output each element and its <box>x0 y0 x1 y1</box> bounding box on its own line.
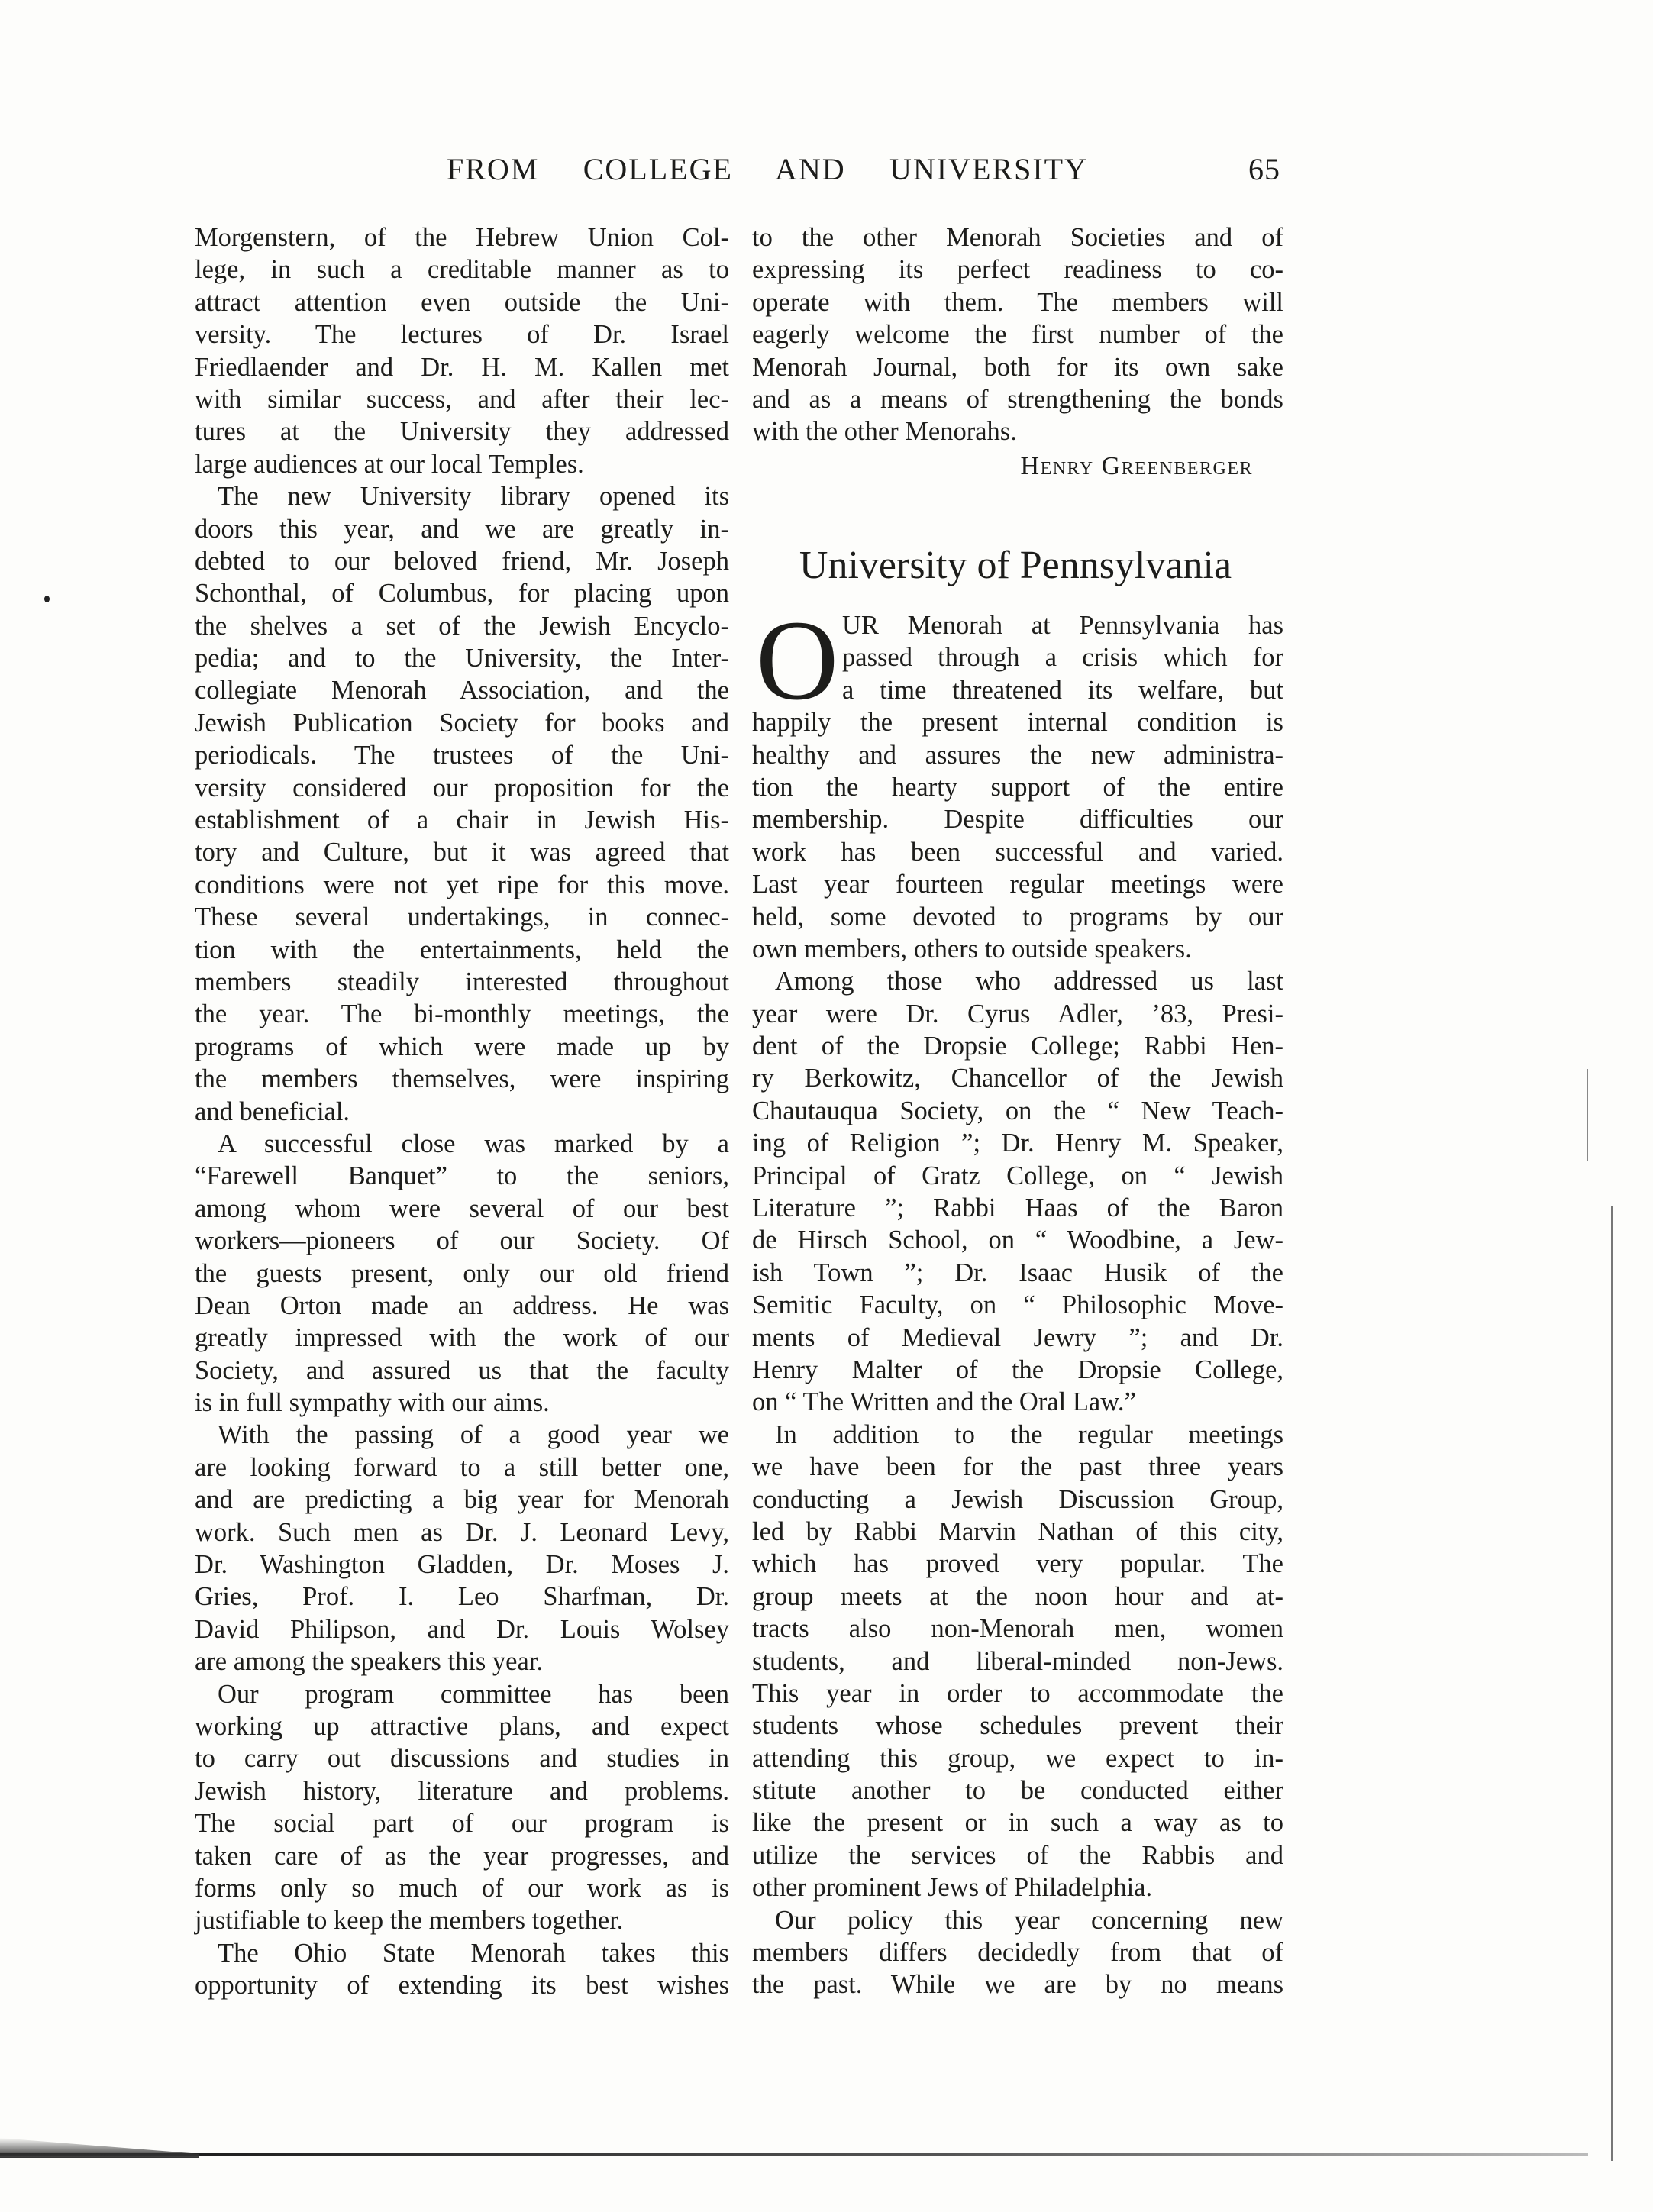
text-line: Menorah Journal, both for its own sake <box>752 352 1283 382</box>
section-heading: University of Pennsylvania <box>799 544 1232 587</box>
text-line: happily the present internal condition is <box>752 708 1283 738</box>
scan-margin-mark <box>1587 1069 1588 1161</box>
text-line: greatly impressed with the work of our <box>195 1323 729 1353</box>
text-line: group meets at the noon hour and at- <box>752 1581 1283 1611</box>
text-line: tracts also non-Menorah men, women <box>752 1614 1283 1644</box>
text-line: working up attractive plans, and expect <box>195 1711 729 1741</box>
text-line: and are predicting a big year for Menorah <box>195 1485 729 1515</box>
text-line: members steadily interested throughout <box>195 967 729 996</box>
text-line: taken care of as the year progresses, and <box>195 1841 729 1871</box>
text-line: the members themselves, were inspiring <box>195 1064 729 1094</box>
text-line: conducting a Jewish Discussion Group, <box>752 1484 1283 1514</box>
text-line: like the present or in such a way as to <box>752 1808 1283 1838</box>
text-line: utilize the services of the Rabbis and <box>752 1840 1283 1870</box>
text-line: led by Rabbi Marvin Nathan of this city, <box>752 1516 1283 1546</box>
scan-speck <box>44 596 50 602</box>
text-line: work. Such men as Dr. J. Leonard Levy, <box>195 1517 729 1547</box>
text-line: tion the hearty support of the entire <box>752 772 1283 802</box>
text-line: held, some devoted to programs by our <box>752 902 1283 932</box>
scan-margin-mark <box>1611 1206 1613 2161</box>
text-line: work has been successful and varied. <box>752 837 1283 867</box>
text-line: Jewish history, literature and problems. <box>195 1776 729 1806</box>
text-line: Gries, Prof. I. Leo Sharfman, Dr. <box>195 1582 729 1612</box>
text-line: periodicals. The trustees of the Uni- <box>195 741 729 770</box>
text-line: Our policy this year concerning new <box>775 1905 1283 1935</box>
text-line: Among those who addressed us last <box>775 967 1283 996</box>
text-line: pedia; and to the University, the Inter- <box>195 644 729 673</box>
text-line: conditions were not yet ripe for this move. <box>195 870 729 899</box>
text-line: ing of Religion ”; Dr. Henry M. Speaker, <box>752 1129 1283 1158</box>
text-line: “Farewell Banquet” to the seniors, <box>195 1161 729 1191</box>
text-line: The social part of our program is <box>195 1809 729 1839</box>
running-title: FROM COLLEGE AND UNIVERSITY <box>447 152 1088 186</box>
text-line: ry Berkowitz, Chancellor of the Jewish <box>752 1064 1283 1093</box>
text-line: Our program committee has been <box>218 1679 729 1709</box>
text-line: are among the speakers this year. <box>195 1647 543 1677</box>
text-line: opportunity of extending its best wishes <box>195 1971 729 2000</box>
text-line: The Ohio State Menorah takes this <box>218 1938 729 1968</box>
text-line: Chautauqua Society, on the “ New Teach- <box>752 1096 1283 1125</box>
text-line: ments of Medieval Jewry ”; and Dr. <box>752 1322 1283 1352</box>
text-line: programs of which were made up by <box>195 1032 729 1061</box>
left-column <box>195 221 729 2001</box>
scan-edge-line <box>0 2153 1588 2156</box>
text-line: among whom were several of our best <box>195 1193 729 1223</box>
text-line: Morgenstern, of the Hebrew Union Col- <box>195 223 729 252</box>
author-signature: Henry Greenberger <box>1020 452 1253 480</box>
text-line: we have been for the past three years <box>752 1452 1283 1482</box>
text-line: is in full sympathy with our aims. <box>195 1388 550 1418</box>
text-line: UR Menorah at Pennsylvania has <box>842 611 1283 640</box>
text-line: to carry out discussions and studies in <box>195 1744 729 1774</box>
text-line: A successful close was marked by a <box>218 1129 729 1158</box>
text-line: Semitic Faculty, on “ Philosophic Move- <box>752 1290 1283 1320</box>
text-line: own members, others to outside speakers. <box>752 934 1192 964</box>
right-column-continued-text <box>752 221 1283 448</box>
text-line: expressing its perfect readiness to co- <box>752 255 1283 285</box>
text-line: with the other Menorahs. <box>752 417 1017 447</box>
text-line: Literature ”; Rabbi Haas of the Baron <box>752 1193 1283 1223</box>
text-line: membership. Despite difficulties our <box>752 805 1283 835</box>
text-line: tion with the entertainments, held the <box>195 935 729 964</box>
text-line: Schonthal, of Columbus, for placing upon <box>195 579 729 609</box>
text-line: In addition to the regular meetings <box>775 1419 1283 1449</box>
text-line: Dean Orton made an address. He was <box>195 1290 729 1320</box>
text-line: tory and Culture, but it was agreed that <box>195 838 729 867</box>
text-line: which has proved very popular. The <box>752 1549 1283 1579</box>
text-line: Jewish Publication Society for books and <box>195 708 729 738</box>
text-line: doors this year, and we are greatly in- <box>195 514 729 544</box>
text-line: dent of the Dropsie College; Rabbi Hen- <box>752 1032 1283 1061</box>
text-line: David Philipson, and Dr. Louis Wolsey <box>195 1614 729 1644</box>
text-line: students whose schedules prevent their <box>752 1711 1283 1741</box>
text-line: Friedlaender and Dr. H. M. Kallen met <box>195 352 729 382</box>
text-line: collegiate Menorah Association, and the <box>195 676 729 706</box>
text-line: and beneficial. <box>195 1096 350 1126</box>
text-line: the guests present, only our old friend <box>195 1258 729 1288</box>
text-line: with similar success, and after their lec- <box>195 384 729 414</box>
text-line: ish Town ”; Dr. Isaac Husik of the <box>752 1258 1283 1287</box>
text-line: are looking forward to a still better one, <box>195 1452 729 1482</box>
text-line: stitute another to be conducted either <box>752 1776 1283 1806</box>
text-line: students, and liberal-minded non-Jews. <box>752 1646 1283 1676</box>
text-line: With the passing of a good year we <box>218 1420 729 1450</box>
text-line: de Hirsch School, on “ Woodbine, a Jew- <box>752 1225 1283 1255</box>
text-line: the year. The bi-monthly meetings, the <box>195 999 729 1029</box>
text-line: workers—pioneers of our Society. Of <box>195 1226 729 1256</box>
text-line: These several undertakings, in connec- <box>195 903 729 932</box>
text-line: operate with them. The members will <box>752 287 1283 317</box>
text-line: tures at the University they addressed <box>195 417 729 447</box>
text-line: and as a means of strengthening the bonds <box>752 384 1283 414</box>
text-line: justifiable to keep the members together. <box>195 1906 624 1936</box>
text-line: attending this group, we expect to in- <box>752 1743 1283 1773</box>
text-line: to the other Menorah Societies and of <box>752 223 1283 252</box>
text-line: The new University library opened its <box>218 482 729 512</box>
text-line: Last year fourteen regular meetings were <box>752 870 1283 899</box>
text-line: Society, and assured us that the faculty <box>195 1355 729 1385</box>
text-line: the past. While we are by no means <box>752 1970 1283 2000</box>
text-line: members differs decidedly from that of <box>752 1938 1283 1968</box>
scan-edge-shadow <box>0 2138 199 2158</box>
text-line: passed through a crisis which for <box>842 643 1283 673</box>
text-line: a time threatened its welfare, but <box>842 675 1283 705</box>
text-line: eagerly welcome the first number of the <box>752 320 1283 350</box>
text-line: other prominent Jews of Philadelphia. <box>752 1873 1153 1903</box>
text-line: on “ The Written and the Oral Law.” <box>752 1387 1136 1417</box>
page-number: 65 <box>1248 152 1280 186</box>
text-line: Principal of Gratz College, on “ Jewish <box>752 1161 1283 1190</box>
text-line: Henry Malter of the Dropsie College, <box>752 1355 1283 1384</box>
text-line: lege, in such a creditable manner as to <box>195 255 729 285</box>
text-line: large audiences at our local Temples. <box>195 449 584 479</box>
drop-cap: O <box>756 597 839 724</box>
text-line: This year in order to accommodate the <box>752 1678 1283 1708</box>
text-line: Dr. Washington Gladden, Dr. Moses J. <box>195 1550 729 1580</box>
text-line: year were Dr. Cyrus Adler, ’83, Presi- <box>752 999 1283 1028</box>
text-line: versity considered our proposition for the <box>195 773 729 802</box>
right-column-article-text <box>752 609 1283 2001</box>
text-line: attract attention even outside the Uni- <box>195 287 729 317</box>
text-line: healthy and assures the new administra- <box>752 740 1283 770</box>
text-line: versity. The lectures of Dr. Israel <box>195 320 729 350</box>
text-line: debted to our beloved friend, Mr. Joseph <box>195 546 729 576</box>
text-line: the shelves a set of the Jewish Encyclo- <box>195 611 729 641</box>
text-line: forms only so much of our work as is <box>195 1873 729 1903</box>
text-line: establishment of a chair in Jewish His- <box>195 806 729 835</box>
